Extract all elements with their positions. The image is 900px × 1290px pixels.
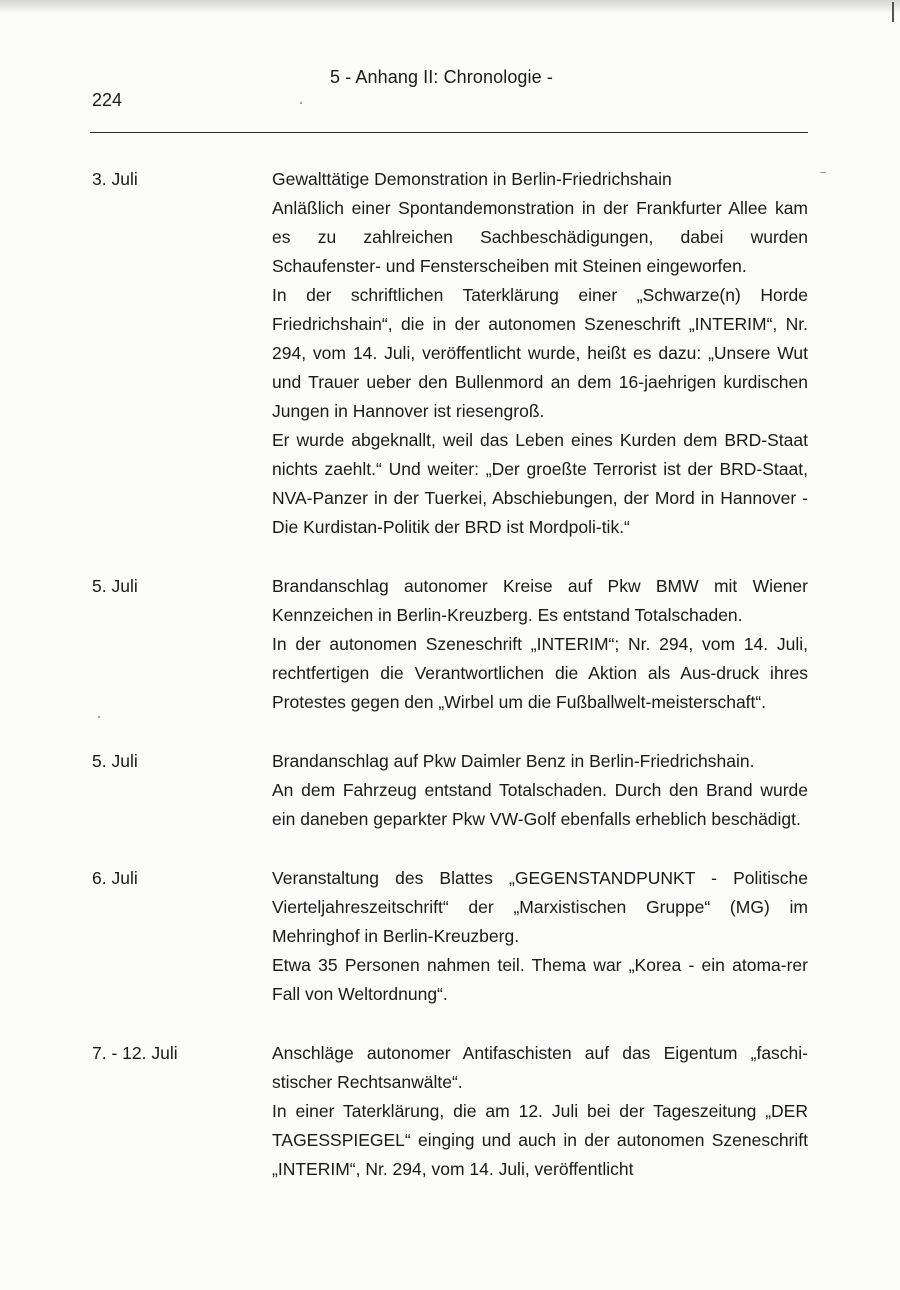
entry-text	[272, 1039, 808, 1184]
entry-date: 6. Juli	[92, 868, 138, 888]
chronology-entry	[0, 864, 900, 1009]
entry-text	[272, 864, 808, 1009]
entry-paragraph: Anläßlich einer Spontandemonstration in der Frankfurter Allee kam es zu zahlreichen Sachbeschädigungen, dabei wurden Schaufenster- und Fensterscheiben mit Steinen eingeworfen.	[272, 198, 808, 276]
scan-speck	[820, 172, 826, 173]
page-number: 224	[92, 90, 123, 110]
entry-date: 3. Juli	[92, 169, 138, 189]
entry-heading: Brandanschlag auf Pkw Daimler Benz in Berlin-Friedrichshain.	[272, 751, 755, 771]
chronology-entry	[0, 572, 900, 717]
entry-heading: Brandanschlag autonomer Kreise auf Pkw BMW mit Wiener Kennzeichen in Berlin-Kreuzberg. Es entstand Totalschaden.	[272, 576, 808, 625]
entry-paragraph: In der autonomen Szeneschrift „INTERIM“; Nr. 294, vom 14. Juli, rechtfertigen die Verantwortlichen die Aktion als Aus-druck ihres Protestes gegen den „Wirbel um die Fußballwelt-meisterschaft“.	[272, 634, 808, 712]
scan-speck	[98, 716, 100, 718]
entry-paragraph: Etwa 35 Personen nahmen teil. Thema war „Korea - ein atoma-rer Fall von Weltordnung“.	[272, 955, 808, 1004]
entry-paragraph: An dem Fahrzeug entstand Totalschaden. Durch den Brand wurde ein daneben geparkter Pkw VW-Golf ebenfalls erheblich beschädigt.	[272, 780, 808, 829]
entry-text	[272, 165, 808, 542]
entry-text	[272, 572, 808, 717]
scan-top-edge	[0, 0, 900, 14]
chronology-entry	[0, 1039, 900, 1184]
entry-paragraph: In der schriftlichen Taterklärung einer „Schwarze(n) Horde Friedrichshain“, die in der autonomen Szeneschrift „INTERIM“, Nr. 294, vom 14. Juli, veröffentlicht wurde, heißt es dazu: „Unsere Wut und Trauer ueber den Bullenmord an dem 16-jaehrigen kurdischen Jungen in Hannover ist riesengroß.	[272, 285, 808, 421]
chronology-entry	[0, 747, 900, 834]
running-header-title: 5 - Anhang II: Chronologie -	[330, 67, 553, 87]
entry-paragraph: Er wurde abgeknallt, weil das Leben eines Kurden dem BRD-Staat nichts zaehlt.“ Und weiter: „Der groeßte Terrorist ist der BRD-Staat, NVA-Panzer in der Tuerkei, Abschiebungen, der Mord in Hannover - Die Kurdistan-Politik der BRD ist Mordpoli-tik.“	[272, 430, 808, 537]
entry-date: 7. - 12. Juli	[92, 1043, 178, 1063]
header-divider	[90, 132, 808, 133]
entry-paragraph: In einer Taterklärung, die am 12. Juli bei der Tageszeitung „DER TAGESSPIEGEL“ einging und auch in der autonomen Szeneschrift „INTERIM“, Nr. 294, vom 14. Juli, veröffentlicht	[272, 1101, 808, 1179]
entry-heading: Anschläge autonomer Antifaschisten auf das Eigentum „faschi-stischer Rechtsanwälte“.	[272, 1043, 808, 1092]
chronology-entry	[0, 165, 900, 542]
entry-date: 5. Juli	[92, 576, 138, 596]
entry-text	[272, 747, 808, 834]
scan-mark	[892, 2, 894, 22]
scan-speck	[300, 102, 302, 104]
entry-heading: Veranstaltung des Blattes „GEGENSTANDPUNKT - Politische Vierteljahreszeitschrift“ der „Marxistischen Gruppe“ (MG) im Mehringhof in Berlin-Kreuzberg.	[272, 868, 808, 946]
entry-date: 5. Juli	[92, 751, 138, 771]
entry-heading: Gewalttätige Demonstration in Berlin-Friedrichshain	[272, 169, 672, 189]
chronology-list	[0, 165, 900, 1214]
